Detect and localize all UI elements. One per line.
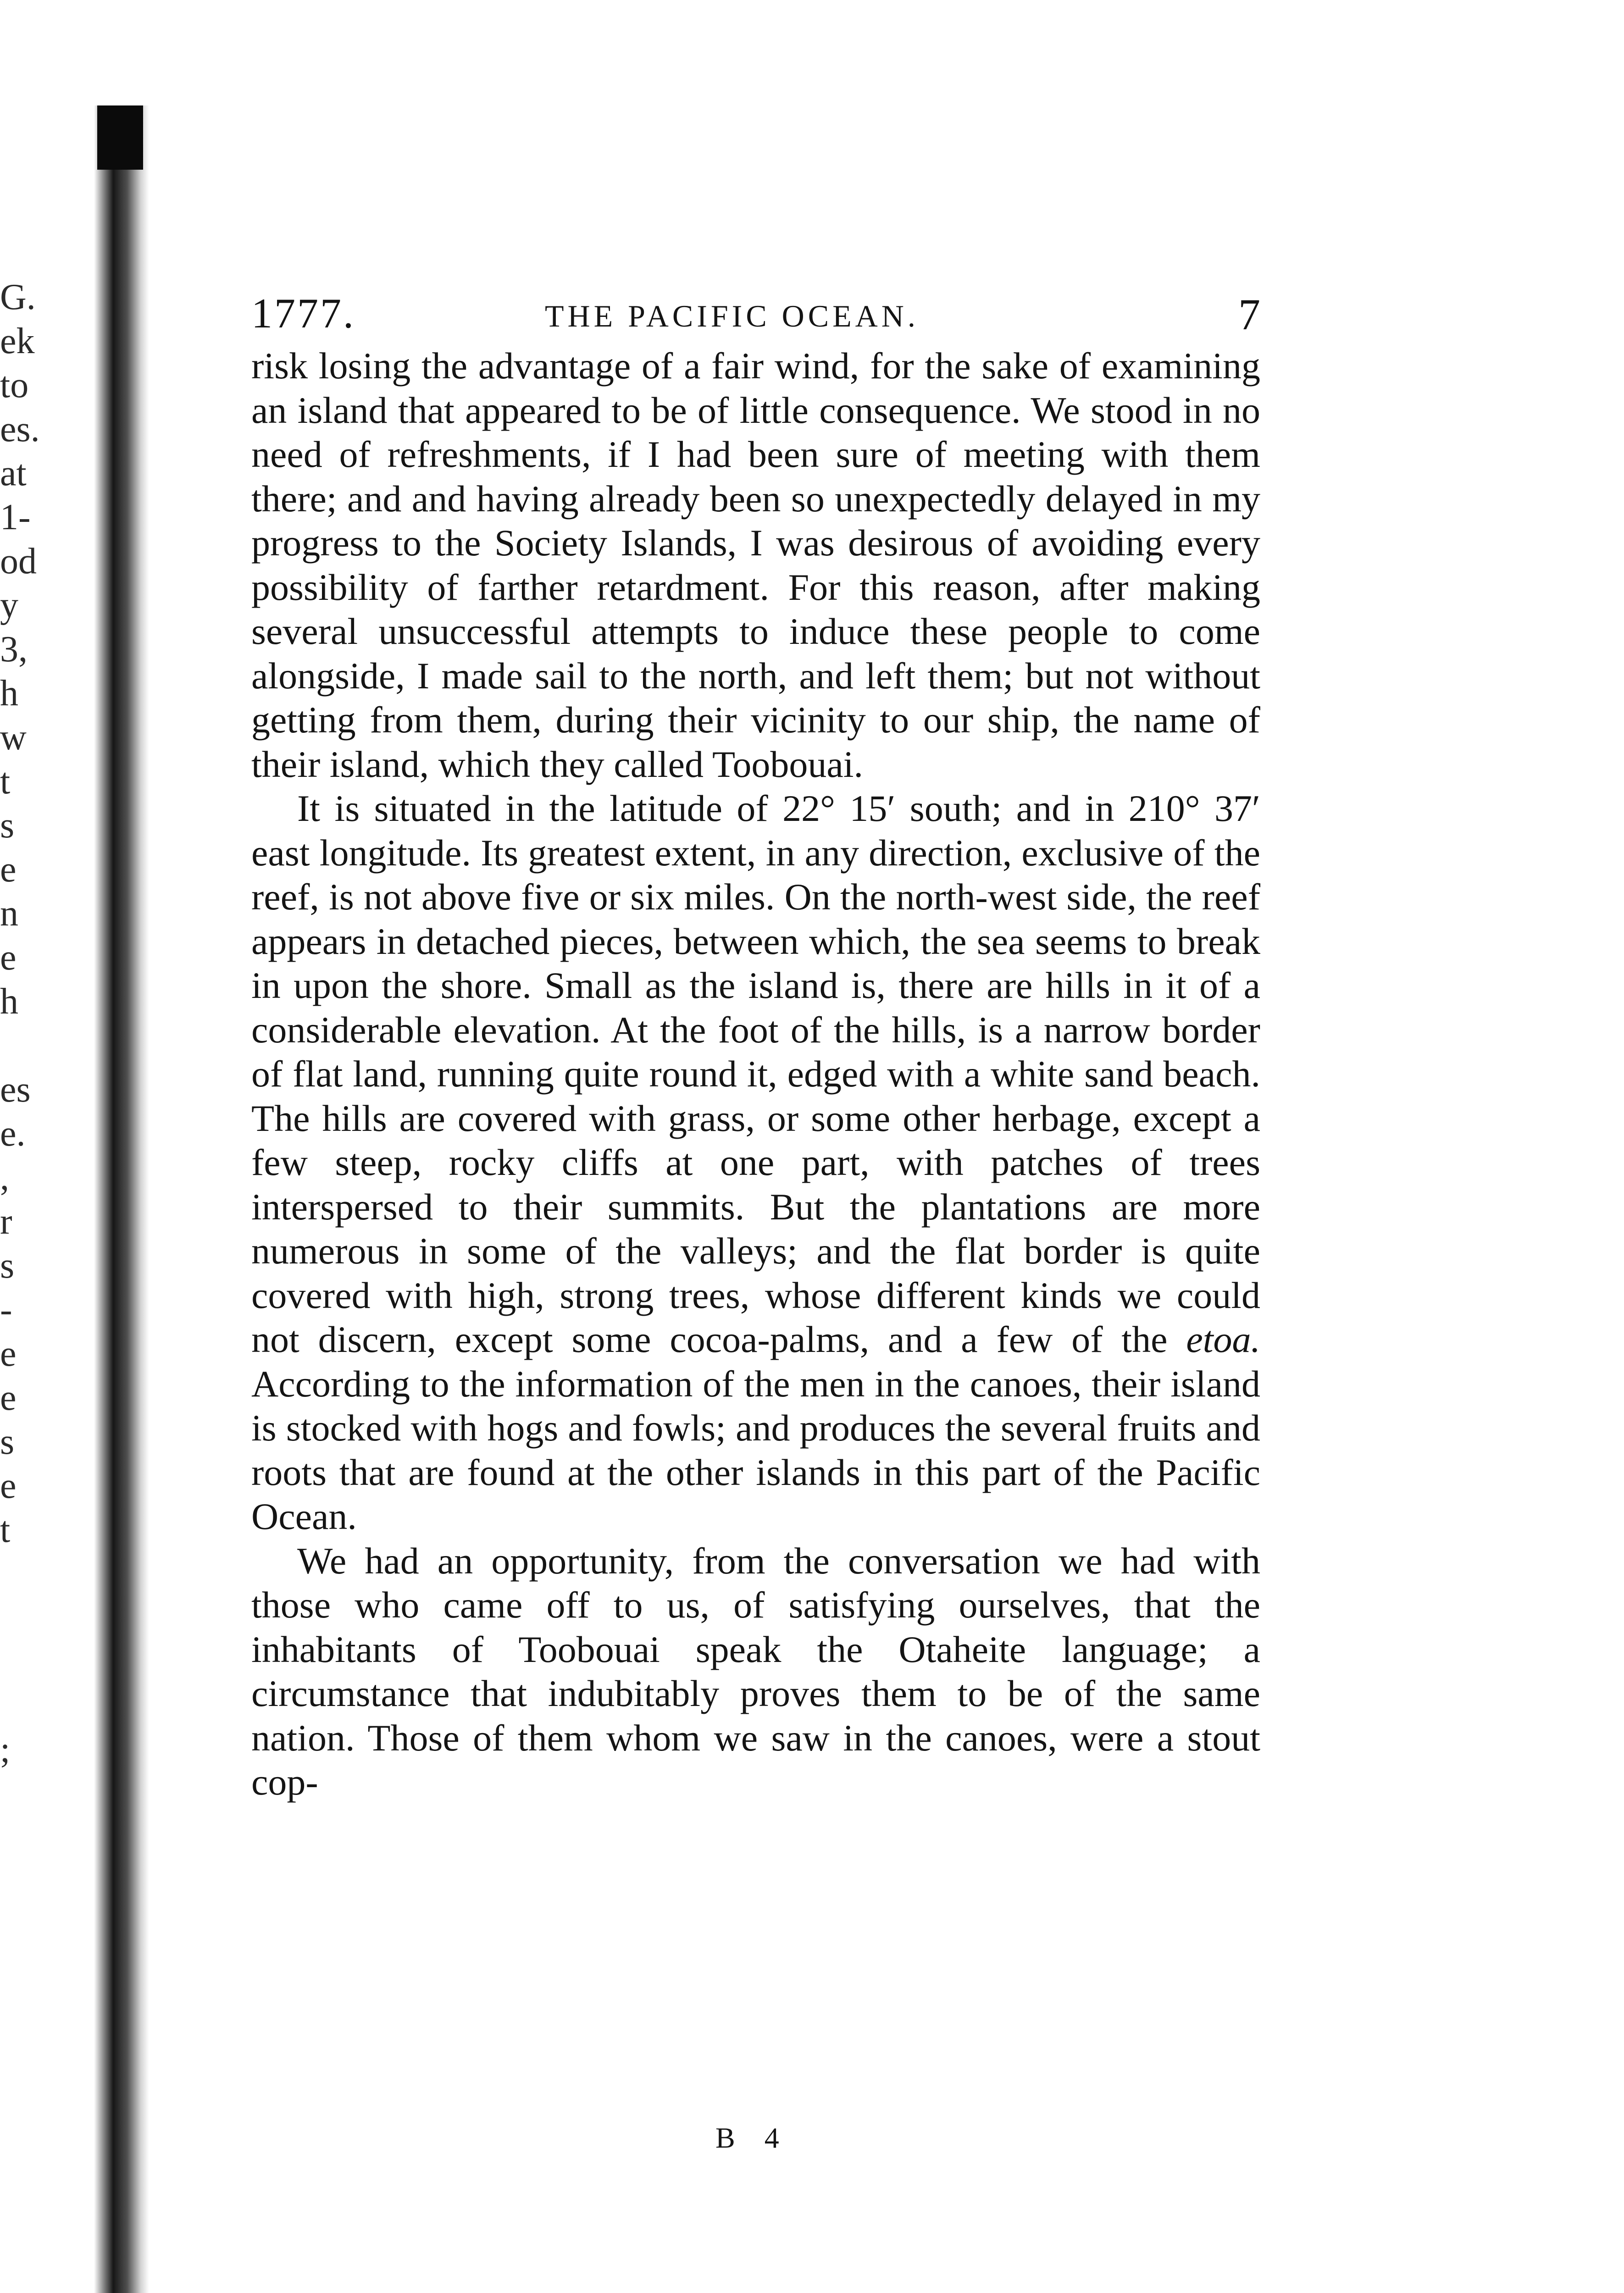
paragraph-2-text-after: According to the information of the men in the canoes, their island is stocked with hogs and fowls; and produces the several fruits and roots that are found at the other islands in this part of the Pacific Ocean. (251, 1363, 1260, 1537)
bleed-fragment: , (0, 1158, 9, 1198)
bleed-fragment: s (0, 1246, 15, 1286)
bleed-fragment (0, 1640, 87, 1684)
bleed-fragment: 1- (0, 497, 31, 537)
previous-page-bleed (0, 275, 87, 1772)
bleed-fragment: ; (0, 1730, 11, 1770)
bleed-fragment: e (0, 1378, 17, 1418)
bleed-fragment: s (0, 805, 15, 846)
bleed-fragment: 3, (0, 629, 28, 670)
bleed-fragment: e (0, 937, 17, 978)
bleed-fragment: y (0, 585, 18, 626)
bleed-fragment: h (0, 981, 18, 1022)
paragraph-2-text: It is situated in the latitude of 22° 15′ south; and in 210° 37′ east longitude. Its greatest extent, in any direction, exclusive of the reef, is not above five or six miles. On the north-west side, the reef appears in detached pieces, between which, the sea seems to break in upon the shore. Small as the island is, there are hills in it of a considerable elevation. At the foot of the hills, is a narrow border of flat land, running quite round it, edged with a white sand beach. The hills are covered with grass, or some other herbage, except a few steep, rocky cliffs at one part, with patches of trees interspersed to their summits. But the plantations are more numerous in some of the valleys; and the flat border is quite covered with high, strong trees, whose different kinds we could not discern, except some cocoa-palms, and a few of the (251, 787, 1260, 1360)
bleed-fragment: n (0, 893, 18, 934)
bleed-fragment: ek (0, 321, 35, 361)
header-running-title: THE PACIFIC OCEAN. (545, 299, 919, 333)
binding-gutter-dark-block (97, 105, 143, 170)
bleed-fragment: e (0, 849, 17, 890)
bleed-fragment: w (0, 717, 27, 758)
bleed-fragment: t (0, 761, 11, 802)
bleed-fragment (0, 1024, 87, 1068)
paragraph-3: We had an opportunity, from the conversation we had with those who came off to us, of satisfying ourselves, that the inhabitants of Toobouai speak the Otaheite language; a circumstance that indubitably proves them to be of the same nation. Those of them whom we saw in the canoes, were a stout cop- (251, 1540, 1260, 1803)
bleed-fragment: e. (0, 1113, 26, 1154)
bleed-fragment: - (0, 1290, 12, 1330)
bleed-fragment: es (0, 1069, 31, 1110)
signature-mark: B 4 (715, 2121, 790, 2154)
bleed-fragment: e (0, 1466, 17, 1506)
running-header (251, 289, 1260, 344)
paragraph-2-italic-word: etoa. (1186, 1318, 1260, 1360)
bleed-fragment: es. (0, 409, 40, 449)
bleed-fragment: s (0, 1422, 15, 1462)
bleed-fragment: at (0, 453, 27, 493)
binding-gutter-shadow (94, 105, 149, 2293)
bleed-fragment: e (0, 1334, 17, 1374)
bleed-fragment (0, 1684, 87, 1728)
bleed-fragment: G. (0, 277, 36, 317)
bleed-fragment (0, 1552, 87, 1596)
header-year: 1777. (251, 290, 355, 337)
bleed-fragment: r (0, 1202, 12, 1242)
paragraph-2 (251, 786, 1260, 1539)
bleed-fragment: od (0, 541, 37, 582)
bleed-fragment: to (0, 365, 29, 405)
book-page (251, 289, 1260, 1805)
page-number: 7 (1238, 290, 1260, 339)
body-text (251, 344, 1260, 1805)
paragraph-1: risk losing the advantage of a fair wind, for the sake of examining an island that appeared to be of little consequence. We stood in no need of refreshments, if I had been sure of meeting with them there; and and having already been so unexpectedly delayed in my progress to the Society Islands, I was desirous of avoiding every possibility of farther retardment. For this reason, after making several unsuccessful attempts to induce these people to come alongside, I made sail to the north, and left them; but not without getting from them, during their vicinity to our ship, the name of their island, which they called Toobouai. (251, 345, 1260, 785)
bleed-fragment: t (0, 1510, 11, 1550)
bleed-fragment (0, 1596, 87, 1640)
bleed-fragment: h (0, 673, 18, 714)
